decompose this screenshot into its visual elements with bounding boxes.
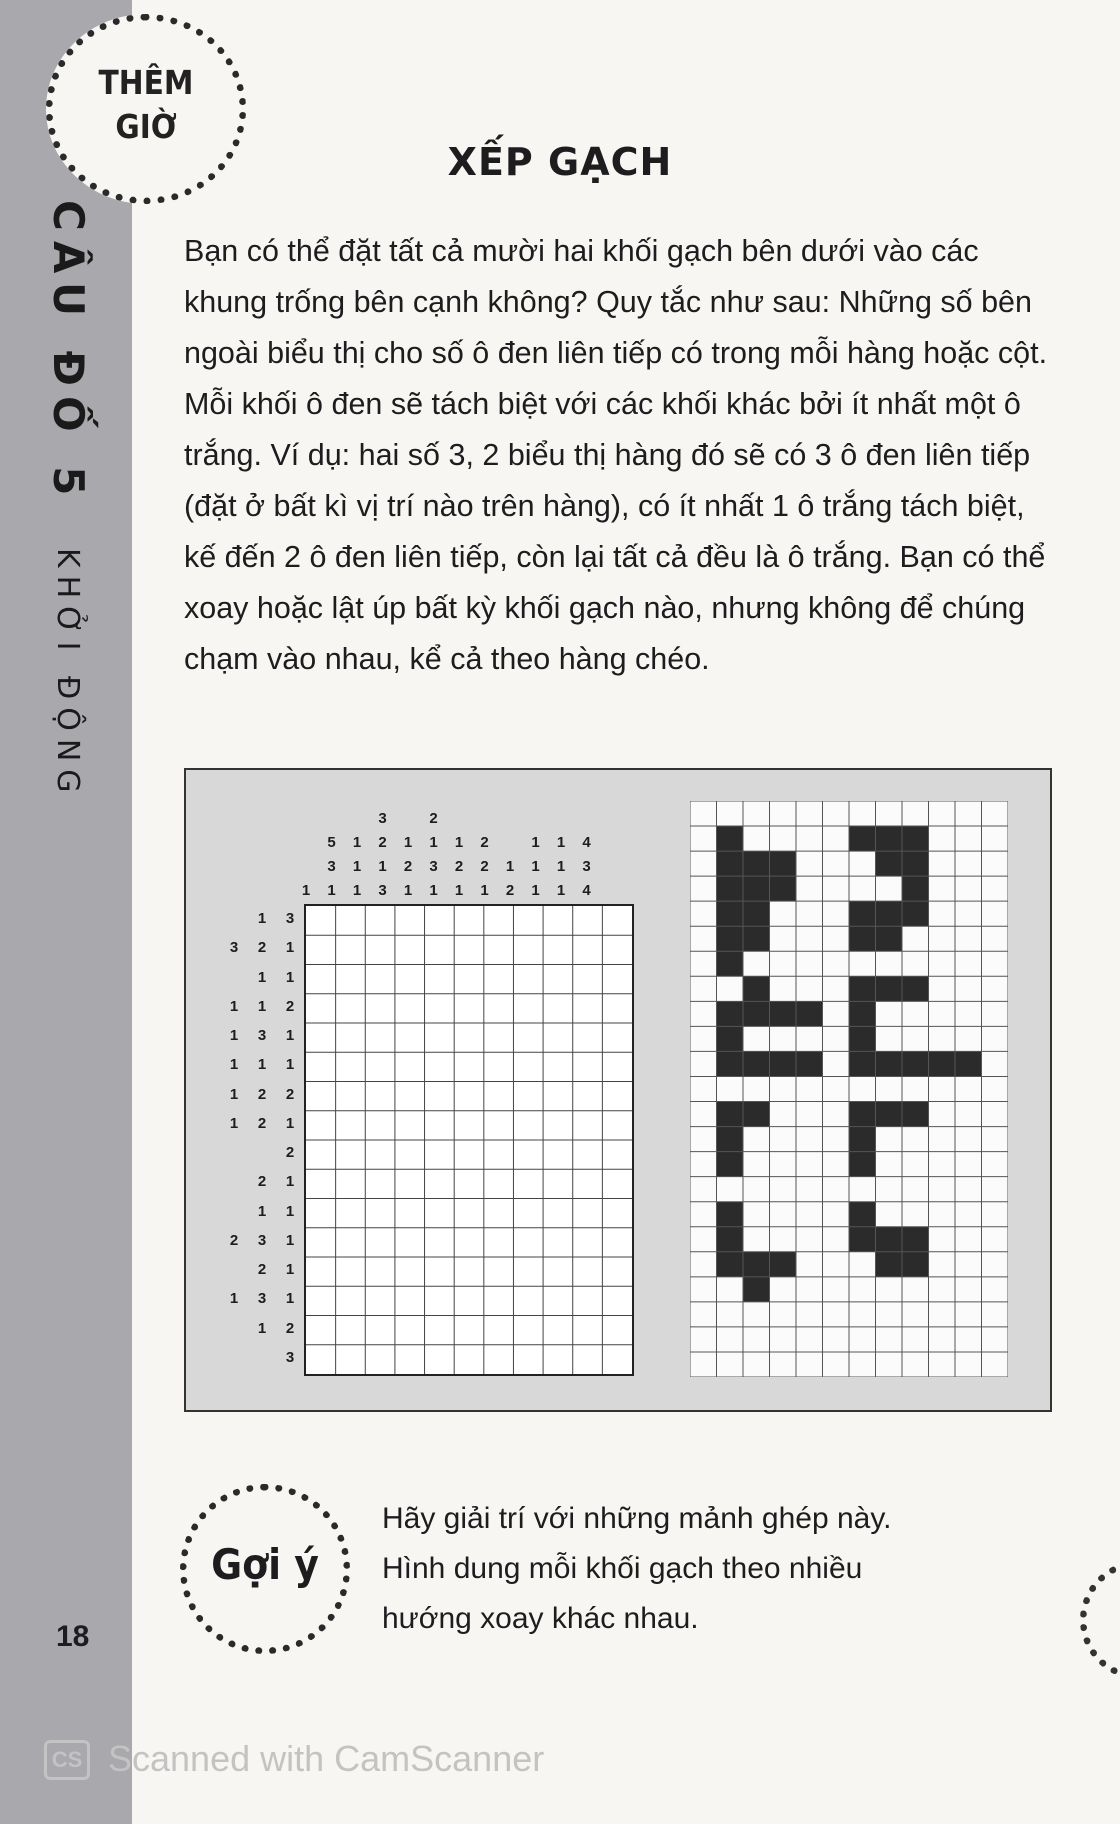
hint-badge	[180, 1484, 350, 1654]
brick-cell	[743, 1001, 770, 1026]
column-clue: 3	[582, 858, 591, 875]
column-clue: 1	[531, 858, 540, 875]
brick-cell	[717, 1202, 744, 1227]
grid-lines	[306, 906, 632, 1374]
column-clue: 3	[378, 882, 387, 899]
brick-cell	[717, 851, 744, 876]
puzzle-label: CÂU ĐỐ 5	[44, 200, 93, 506]
brick-cell	[770, 1001, 797, 1026]
row-clue: 1	[285, 1290, 295, 1308]
row-clue: 2	[285, 1085, 295, 1103]
brick-cell	[876, 1102, 903, 1127]
puzzle-grid	[304, 904, 634, 1376]
column-clue: 1	[454, 834, 464, 851]
row-clue: 1	[285, 1231, 295, 1249]
row-clue: 1	[229, 1056, 239, 1074]
row-clue: 1	[229, 997, 239, 1015]
row-clue: 1	[257, 910, 267, 927]
brick-cell	[849, 1227, 876, 1252]
brick-cell	[849, 826, 876, 851]
column-clue: 1	[378, 858, 387, 875]
column-clue: 2	[378, 834, 387, 851]
column-clue: 1	[352, 834, 362, 851]
brick-cell	[849, 1127, 876, 1152]
brick-cell	[743, 1277, 770, 1302]
brick-cell	[902, 1051, 929, 1076]
brick-cell	[902, 976, 929, 1001]
column-clue: 1	[352, 882, 362, 899]
column-clue: 1	[301, 882, 311, 899]
row-clue: 3	[257, 1027, 267, 1044]
row-clue: 1	[285, 1056, 295, 1074]
row-clue: 1	[285, 1027, 295, 1044]
hint-line-3: hướng xoay khác nhau.	[382, 1602, 699, 1635]
brick-cell	[743, 1051, 770, 1076]
row-clue: 1	[229, 1027, 239, 1044]
brick-cell	[849, 1102, 876, 1127]
column-clue: 4	[582, 882, 591, 899]
brick-cell	[770, 1051, 797, 1076]
column-clue: 2	[403, 858, 413, 875]
brick-cell	[770, 876, 797, 901]
brick-cell	[717, 1227, 744, 1252]
brick-cell	[849, 926, 876, 951]
row-clue: 3	[285, 910, 295, 927]
badge-line-1: THÊM	[98, 63, 194, 102]
row-clue: 2	[257, 939, 267, 957]
column-clue: 2	[454, 858, 464, 875]
row-clue: 2	[257, 1173, 267, 1191]
row-clue: 2	[257, 1261, 267, 1278]
brick-cell	[796, 1001, 823, 1026]
brick-cell	[717, 1026, 744, 1051]
brick-cell	[717, 1252, 744, 1277]
column-clue: 1	[454, 882, 464, 899]
row-clue: 3	[257, 1231, 267, 1249]
brick-cell	[902, 851, 929, 876]
brick-cell	[743, 1252, 770, 1277]
column-clue: 1	[429, 834, 438, 851]
row-clue: 1	[229, 1290, 239, 1308]
row-clue: 1	[229, 1114, 239, 1132]
brick-cell	[902, 876, 929, 901]
brick-cell	[902, 1252, 929, 1277]
brick-cell	[717, 1127, 744, 1152]
brick-cell	[717, 826, 744, 851]
brick-cell	[717, 1152, 744, 1177]
column-clue: 1	[531, 882, 540, 899]
row-clue: 2	[257, 1085, 267, 1103]
row-clue: 1	[285, 1173, 295, 1191]
pieces-grid	[690, 801, 1008, 1377]
column-clue: 4	[582, 834, 591, 851]
row-clue: 1	[229, 1085, 239, 1103]
column-clue: 1	[352, 858, 362, 875]
column-clue: 3	[327, 858, 336, 875]
row-clue: 1	[285, 968, 295, 986]
hint-text	[382, 1494, 982, 1644]
row-clue: 3	[257, 1290, 267, 1308]
brick-cell	[743, 976, 770, 1001]
brick-cell	[955, 1051, 982, 1076]
column-clue: 1	[531, 834, 540, 851]
camscanner-icon: CS	[44, 1740, 90, 1780]
column-clue: 2	[480, 834, 489, 851]
hint-line-1: Hãy giải trí với những mảnh ghép này.	[382, 1502, 892, 1535]
brick-cell	[876, 901, 903, 926]
brick-cell	[849, 1202, 876, 1227]
row-clue: 2	[285, 1144, 295, 1161]
column-clue: 1	[403, 834, 413, 851]
column-clue: 1	[403, 882, 413, 899]
brick-cell	[876, 851, 903, 876]
row-clue: 1	[257, 1056, 267, 1074]
row-clue: 3	[285, 1348, 295, 1366]
row-clue: 1	[257, 1319, 267, 1337]
camscanner-watermark: Scanned with CamScanner	[108, 1738, 545, 1779]
brick-cell	[717, 901, 744, 926]
page-title: XẾP GẠCH	[447, 140, 673, 184]
brick-cell	[717, 1001, 744, 1026]
brick-cell	[876, 976, 903, 1001]
brick-cell	[902, 901, 929, 926]
brick-cell	[876, 1252, 903, 1277]
brick-cell	[770, 1252, 797, 1277]
brick-cell	[743, 1102, 770, 1127]
brick-cell	[796, 1051, 823, 1076]
row-clue: 1	[285, 1261, 295, 1278]
column-clue: 1	[556, 834, 566, 851]
brick-cell	[849, 1051, 876, 1076]
row-clue: 1	[285, 939, 295, 957]
brick-cell	[876, 926, 903, 951]
brick-cell	[770, 851, 797, 876]
brick-cell	[849, 1001, 876, 1026]
row-clue: 1	[285, 1114, 295, 1132]
row-clue: 1	[257, 1202, 267, 1220]
brick-cell	[876, 1227, 903, 1252]
row-clue: 2	[229, 1231, 239, 1249]
pieces-svg	[690, 801, 1008, 1377]
column-clue: 1	[327, 882, 336, 899]
brick-cell	[849, 976, 876, 1001]
row-clue: 3	[229, 939, 239, 957]
row-clue: 1	[257, 968, 267, 986]
row-clue: 2	[285, 997, 295, 1015]
brick-cell	[743, 926, 770, 951]
column-clue: 1	[429, 882, 438, 899]
column-clue: 2	[505, 882, 515, 899]
column-clue: 3	[429, 858, 438, 875]
brick-cell	[743, 901, 770, 926]
brick-cell	[876, 1051, 903, 1076]
column-clue: 1	[480, 882, 489, 899]
row-clue: 2	[257, 1114, 267, 1132]
column-clue: 1	[505, 858, 515, 875]
brick-cell	[717, 1102, 744, 1127]
brick-cell	[717, 1051, 744, 1076]
brick-cell	[849, 1152, 876, 1177]
brick-cell	[876, 826, 903, 851]
instructions-text: Bạn có thể đặt tất cả mười hai khối gạch bên dưới vào các khung trống bên cạnh không? Quy tắc như sau: Những số bên ngoài biểu thị cho số ô đen liên tiếp có trong mỗi hàng hoặc cột. Mỗi khối ô đen sẽ tách biệt với các khối khác bởi ít nhất một ô trắng. Ví dụ: hai số 3, 2 biểu thị hàng đó sẽ có 3 ô đen liên tiếp (đặt ở bất kì vị trí nào trên hàng), có ít nhất 1 ô trắng tách biệt, kế đến 2 ô đen liên tiếp, còn lại tất cả đều là ô trắng. Bạn có thể xoay hoặc lật úp bất kỳ khối gạch nào, nhưng không để chúng chạm vào nhau, kể cả theo hàng chéo.	[184, 234, 1048, 676]
column-clue: 5	[327, 834, 336, 851]
row-clue: 1	[285, 1202, 295, 1220]
brick-cell	[929, 1051, 956, 1076]
brick-cell	[849, 901, 876, 926]
brick-cell	[717, 926, 744, 951]
column-clue: 1	[556, 882, 566, 899]
row-clue: 2	[285, 1319, 295, 1337]
brick-cell	[743, 851, 770, 876]
column-clue: 2	[429, 810, 438, 827]
side-dial-icon	[1080, 1560, 1120, 1680]
section-label: KHỞI ĐỘNG	[50, 548, 85, 801]
column-clue: 2	[480, 858, 489, 875]
brick-cell	[849, 1026, 876, 1051]
hint-title: Gợi ý	[211, 1540, 319, 1589]
badge-line-2: GIỜ	[115, 107, 177, 146]
brick-cell	[902, 1102, 929, 1127]
brick-cell	[717, 951, 744, 976]
hint-line-2: Hình dung mỗi khối gạch theo nhiều	[382, 1552, 863, 1585]
brick-cell	[743, 876, 770, 901]
brick-cell	[902, 826, 929, 851]
brick-cell	[717, 876, 744, 901]
column-clue: 3	[378, 810, 387, 827]
brick-cell	[902, 1227, 929, 1252]
column-clue: 1	[556, 858, 566, 875]
page-number: 18	[56, 1620, 90, 1653]
row-clue: 1	[257, 997, 267, 1015]
